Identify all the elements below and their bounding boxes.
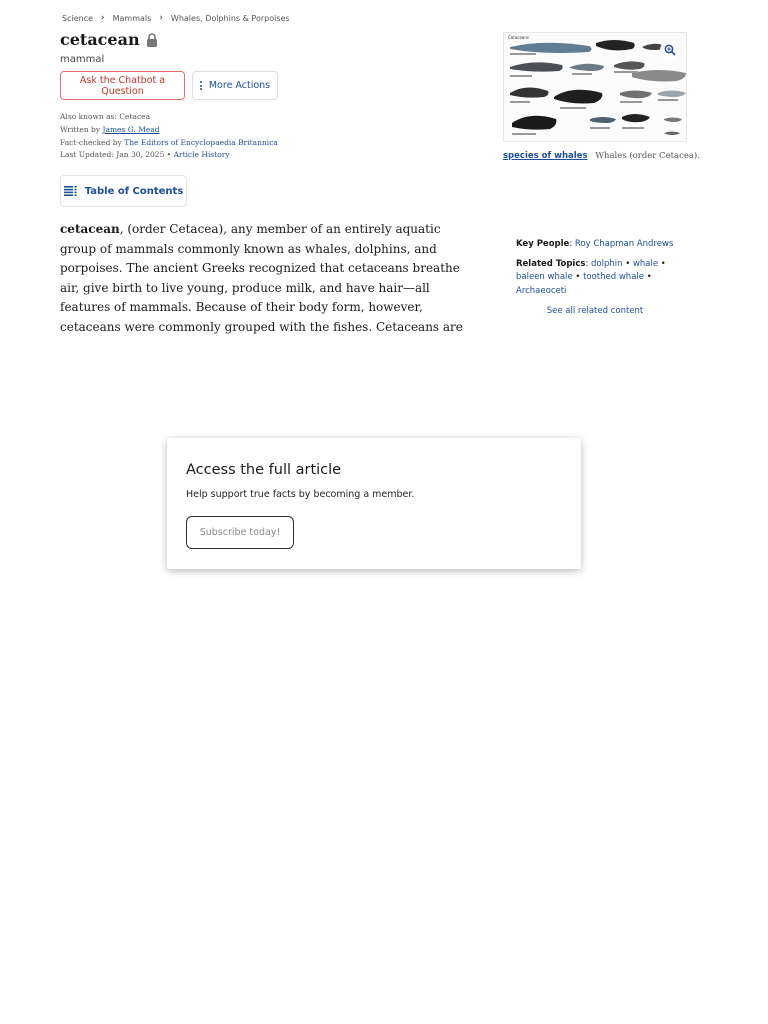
chevron-right-icon: › bbox=[101, 13, 105, 23]
written-by-label: Written by bbox=[60, 125, 101, 134]
page-subtitle: mammal bbox=[60, 54, 105, 65]
related-topics-row: Related Topics: dolphin • whale • baleen whale • toothed whale • Archaeoceti bbox=[516, 258, 666, 296]
topic-separator: • bbox=[625, 258, 631, 269]
chevron-right-icon: › bbox=[159, 13, 163, 23]
zoom-image-button[interactable] bbox=[660, 40, 680, 60]
fact-checked-label: Fact-checked by bbox=[60, 138, 122, 147]
topic-separator: • bbox=[575, 272, 581, 282]
topic-link-baleen-whale[interactable]: baleen whale bbox=[516, 272, 573, 282]
toc-label: Table of Contents bbox=[84, 185, 184, 197]
breadcrumb-science[interactable]: Science bbox=[62, 13, 94, 23]
key-people-row: Key People: Roy Chapman Andrews bbox=[516, 239, 674, 249]
topic-link-archaeoceti[interactable]: Archaeoceti bbox=[516, 285, 567, 296]
breadcrumb-whales[interactable]: Whales, Dolphins & Porpoises bbox=[170, 13, 290, 23]
see-all-related-link[interactable]: See all related content bbox=[546, 306, 644, 316]
caption-text: Whales (order Cetacea). bbox=[595, 151, 700, 161]
topic-link-whale[interactable]: whale bbox=[632, 258, 659, 269]
author-link[interactable]: James G. Mead bbox=[102, 125, 160, 134]
also-known-as: Also known as: Cetacea bbox=[60, 112, 151, 121]
related-content bbox=[516, 238, 676, 304]
lock-icon bbox=[146, 33, 158, 47]
species-of-whales-link[interactable]: species of whales bbox=[503, 151, 588, 161]
related-topics-label: Related Topics bbox=[516, 258, 586, 269]
topic-separator: • bbox=[646, 272, 652, 282]
topic-link-dolphin[interactable]: dolphin bbox=[591, 258, 623, 269]
paywall-text: Help support true facts by becoming a member. bbox=[186, 489, 415, 500]
table-of-contents-button[interactable] bbox=[60, 175, 187, 207]
figure-heading: Cetaceans bbox=[508, 35, 530, 40]
separator-dot: • bbox=[166, 150, 172, 159]
page-title: cetacean bbox=[60, 30, 140, 49]
breadcrumb bbox=[62, 13, 290, 23]
fact-checked-by bbox=[60, 138, 278, 147]
more-actions-button[interactable] bbox=[192, 71, 278, 100]
key-people-label: Key People bbox=[516, 239, 570, 249]
last-updated-text: Last Updated: Jan 30, 2025 bbox=[60, 150, 165, 159]
written-by bbox=[60, 125, 160, 134]
article-text: , (order Cetacea), any member of an entirely aquatic group of mammals commonly known as whales, dolphins, and porpoises. The ancient Greeks recognized that cetaceans breathe air, give birth to live young, produce milk, and have hair—all features of mammals. Because of their body form, however, cetaceans were commonly grouped with the fishes. Cetaceans are bbox=[60, 222, 463, 334]
more-vertical-icon bbox=[200, 81, 202, 90]
paywall-modal bbox=[167, 438, 581, 569]
key-person-link[interactable]: Roy Chapman Andrews bbox=[574, 239, 674, 249]
title-row bbox=[60, 30, 158, 49]
subscribe-button[interactable]: Subscribe today! bbox=[186, 516, 294, 549]
paywall-title: Access the full article bbox=[186, 462, 342, 478]
breadcrumb-mammals[interactable]: Mammals bbox=[112, 13, 152, 23]
topic-link-toothed-whale[interactable]: toothed whale bbox=[583, 272, 644, 282]
zoom-in-icon bbox=[664, 44, 676, 56]
last-updated bbox=[60, 150, 230, 159]
article-term: cetacean bbox=[60, 222, 120, 236]
article-intro bbox=[60, 220, 472, 337]
ask-chatbot-button[interactable]: Ask the Chatbot a Question bbox=[60, 71, 185, 100]
more-actions-label: More Actions bbox=[208, 80, 271, 91]
fact-checker-link[interactable]: The Editors of Encyclopaedia Britannica bbox=[124, 138, 278, 147]
list-icon bbox=[64, 186, 77, 196]
figure-caption bbox=[503, 151, 700, 161]
article-history-link[interactable]: Article History bbox=[173, 150, 230, 159]
topic-separator: • bbox=[660, 258, 666, 269]
